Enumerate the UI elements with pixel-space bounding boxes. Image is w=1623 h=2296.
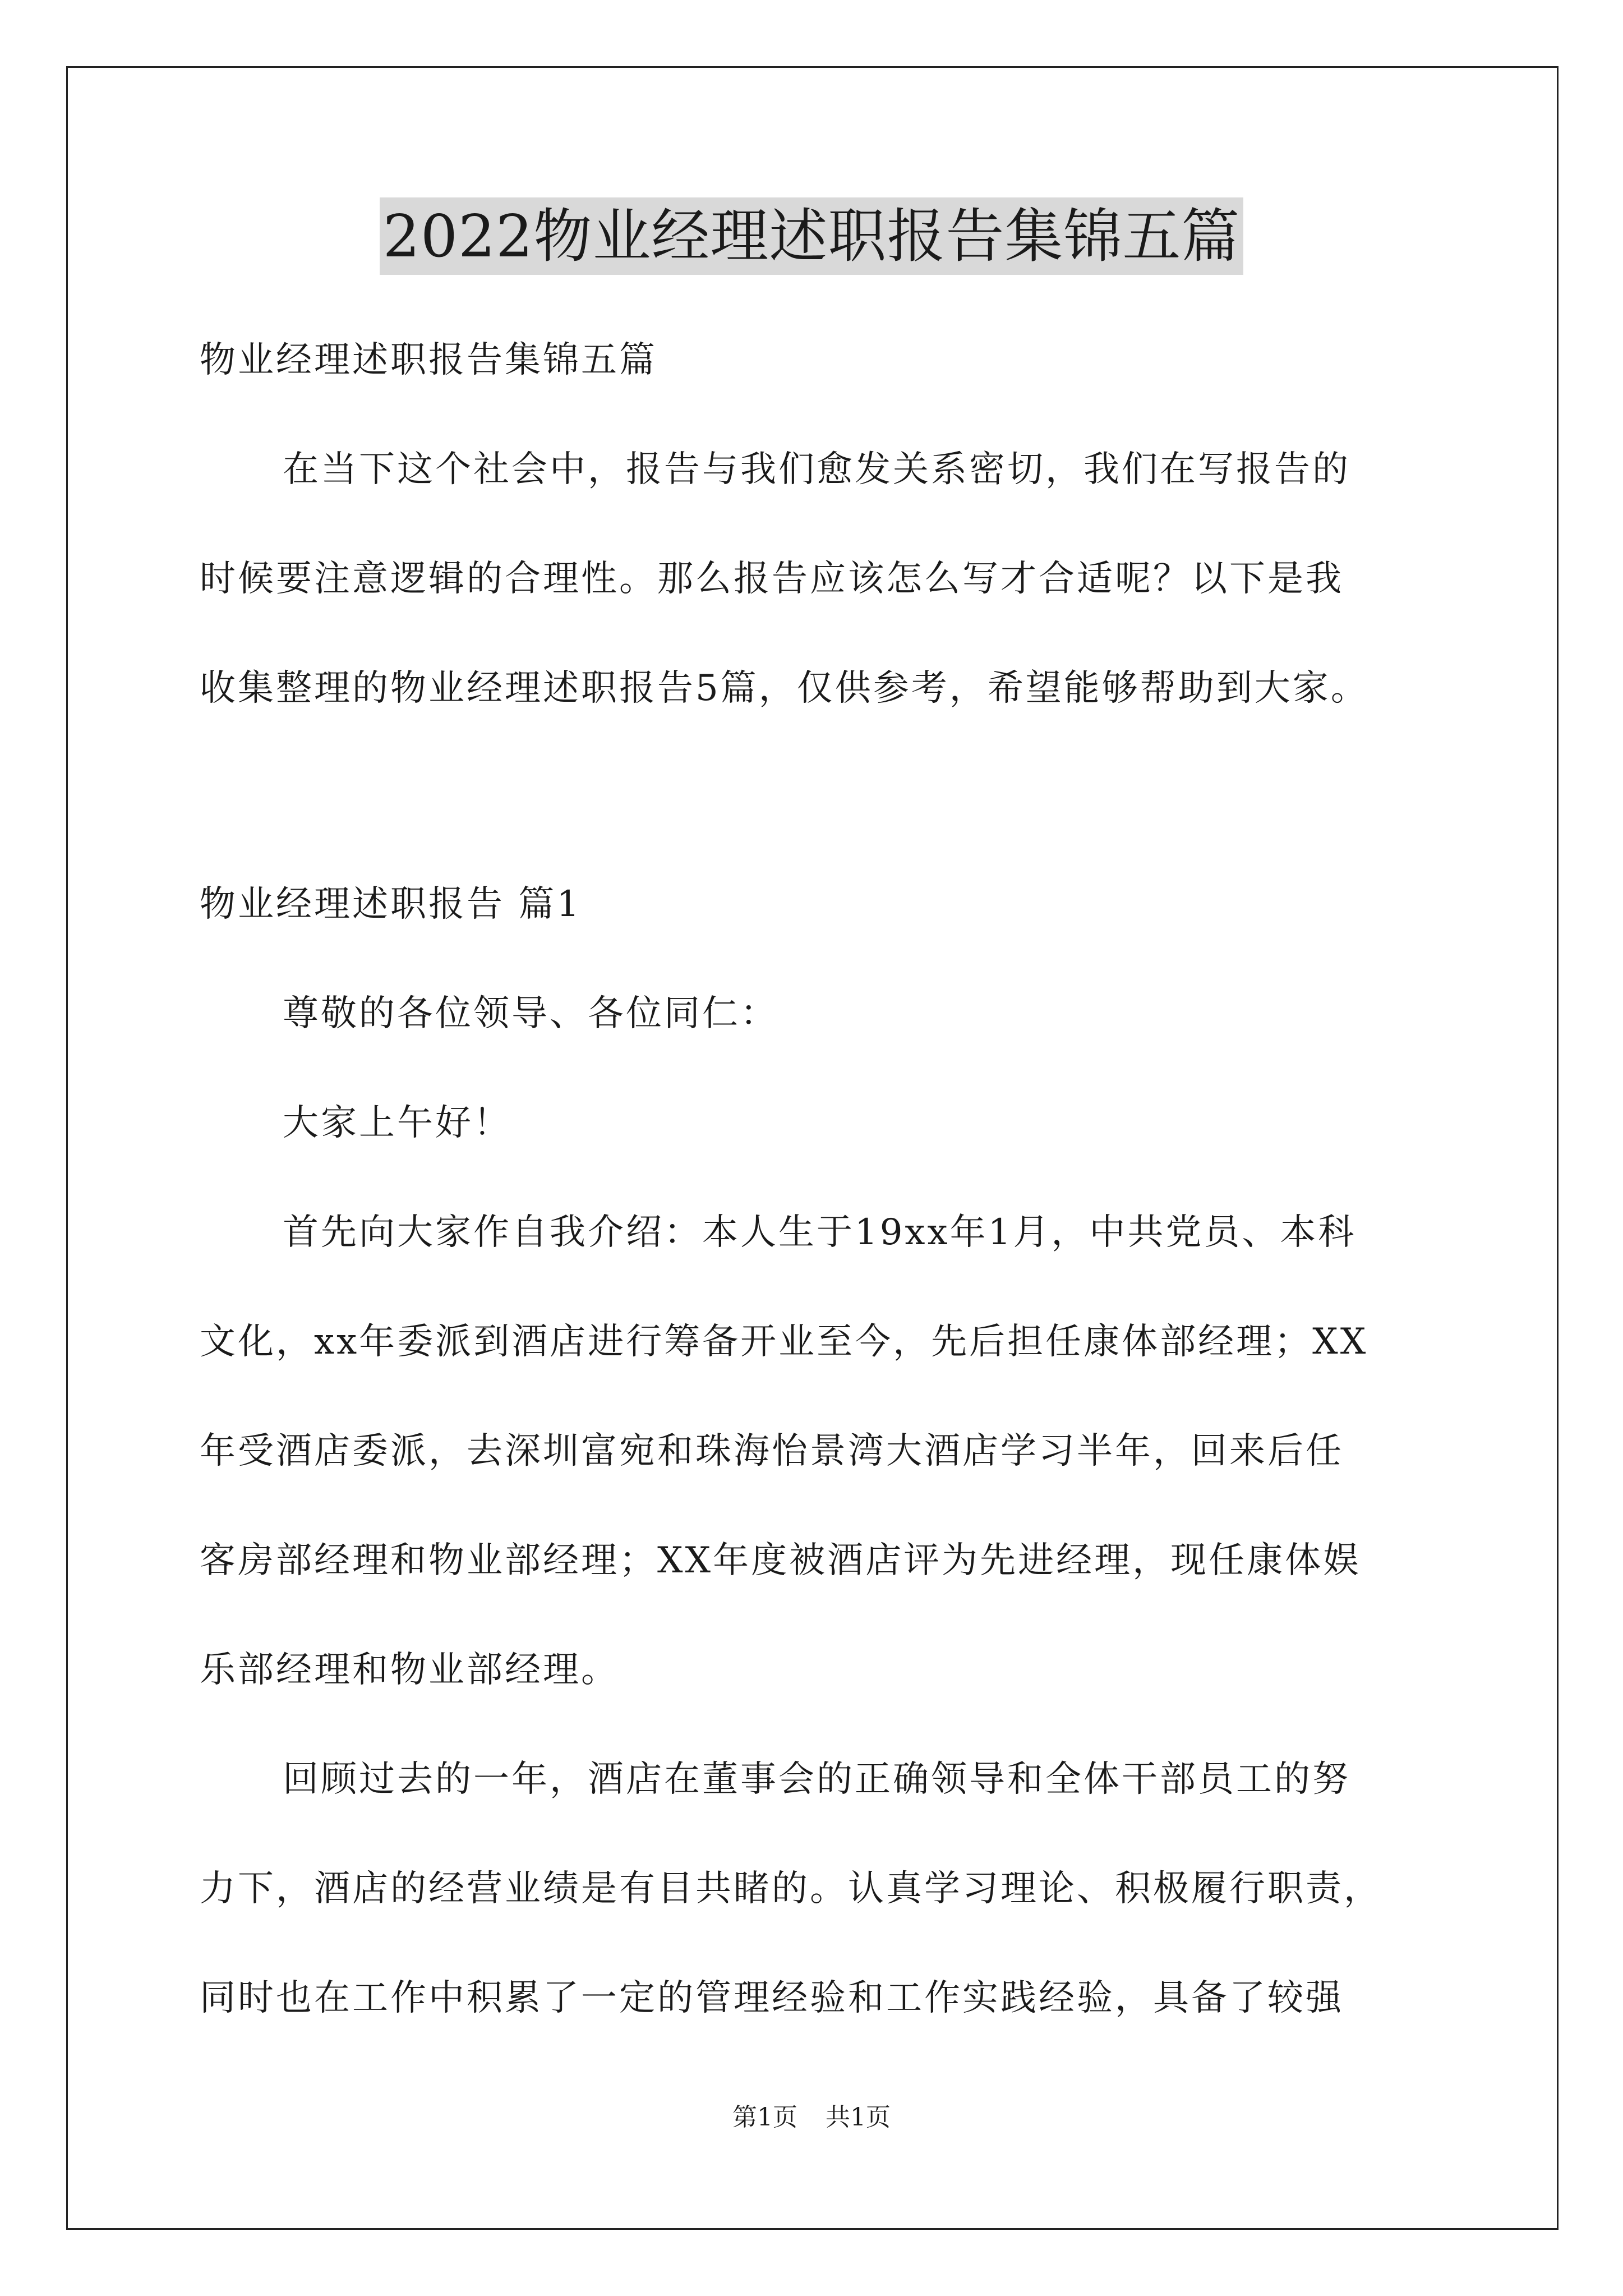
body-line: 在当下这个社会中，报告与我们愈发关系密切，我们在写报告的 bbox=[283, 449, 1350, 490]
page-number: 第1页 bbox=[732, 2103, 797, 2132]
body-line: 年受酒店委派，去深圳富宛和珠海怡景湾大酒店学习半年，回来后任 bbox=[200, 1430, 1344, 1472]
body-line: 客房部经理和物业部经理；XX年度被酒店评为先进经理，现任康体娱 bbox=[200, 1540, 1362, 1581]
title-container bbox=[0, 197, 1623, 275]
body-line: 大家上午好！ bbox=[283, 1102, 511, 1144]
body-line: 回顾过去的一年，酒店在董事会的正确领导和全体干部员工的努 bbox=[283, 1759, 1350, 1800]
body-line: 力下，酒店的经营业绩是有目共睹的。认真学习理论、积极履行职责， bbox=[200, 1868, 1382, 1910]
page-total: 共1页 bbox=[826, 2103, 891, 2132]
document-title: 2022物业经理述职报告集锦五篇 bbox=[380, 197, 1244, 275]
page-footer bbox=[0, 2101, 1623, 2134]
body-line: 首先向大家作自我介绍：本人生于19xx年1月，中共党员、本科 bbox=[283, 1212, 1357, 1253]
section-heading: 物业经理述职报告 篇1 bbox=[200, 884, 582, 925]
body-line: 收集整理的物业经理述职报告5篇，仅供参考，希望能够帮助到大家。 bbox=[200, 668, 1369, 709]
subtitle-line: 物业经理述职报告集锦五篇 bbox=[200, 339, 657, 381]
body-line: 乐部经理和物业部经理。 bbox=[200, 1649, 619, 1691]
body-line: 同时也在工作中积累了一定的管理经验和工作实践经验，具备了较强 bbox=[200, 1977, 1344, 2019]
body-line: 文化，xx年委派到酒店进行筹备开业至今，先后担任康体部经理；XX bbox=[200, 1321, 1368, 1363]
body-line: 尊敬的各位领导、各位同仁： bbox=[283, 993, 778, 1034]
body-line: 时候要注意逻辑的合理性。那么报告应该怎么写才合适呢？以下是我 bbox=[200, 558, 1344, 600]
